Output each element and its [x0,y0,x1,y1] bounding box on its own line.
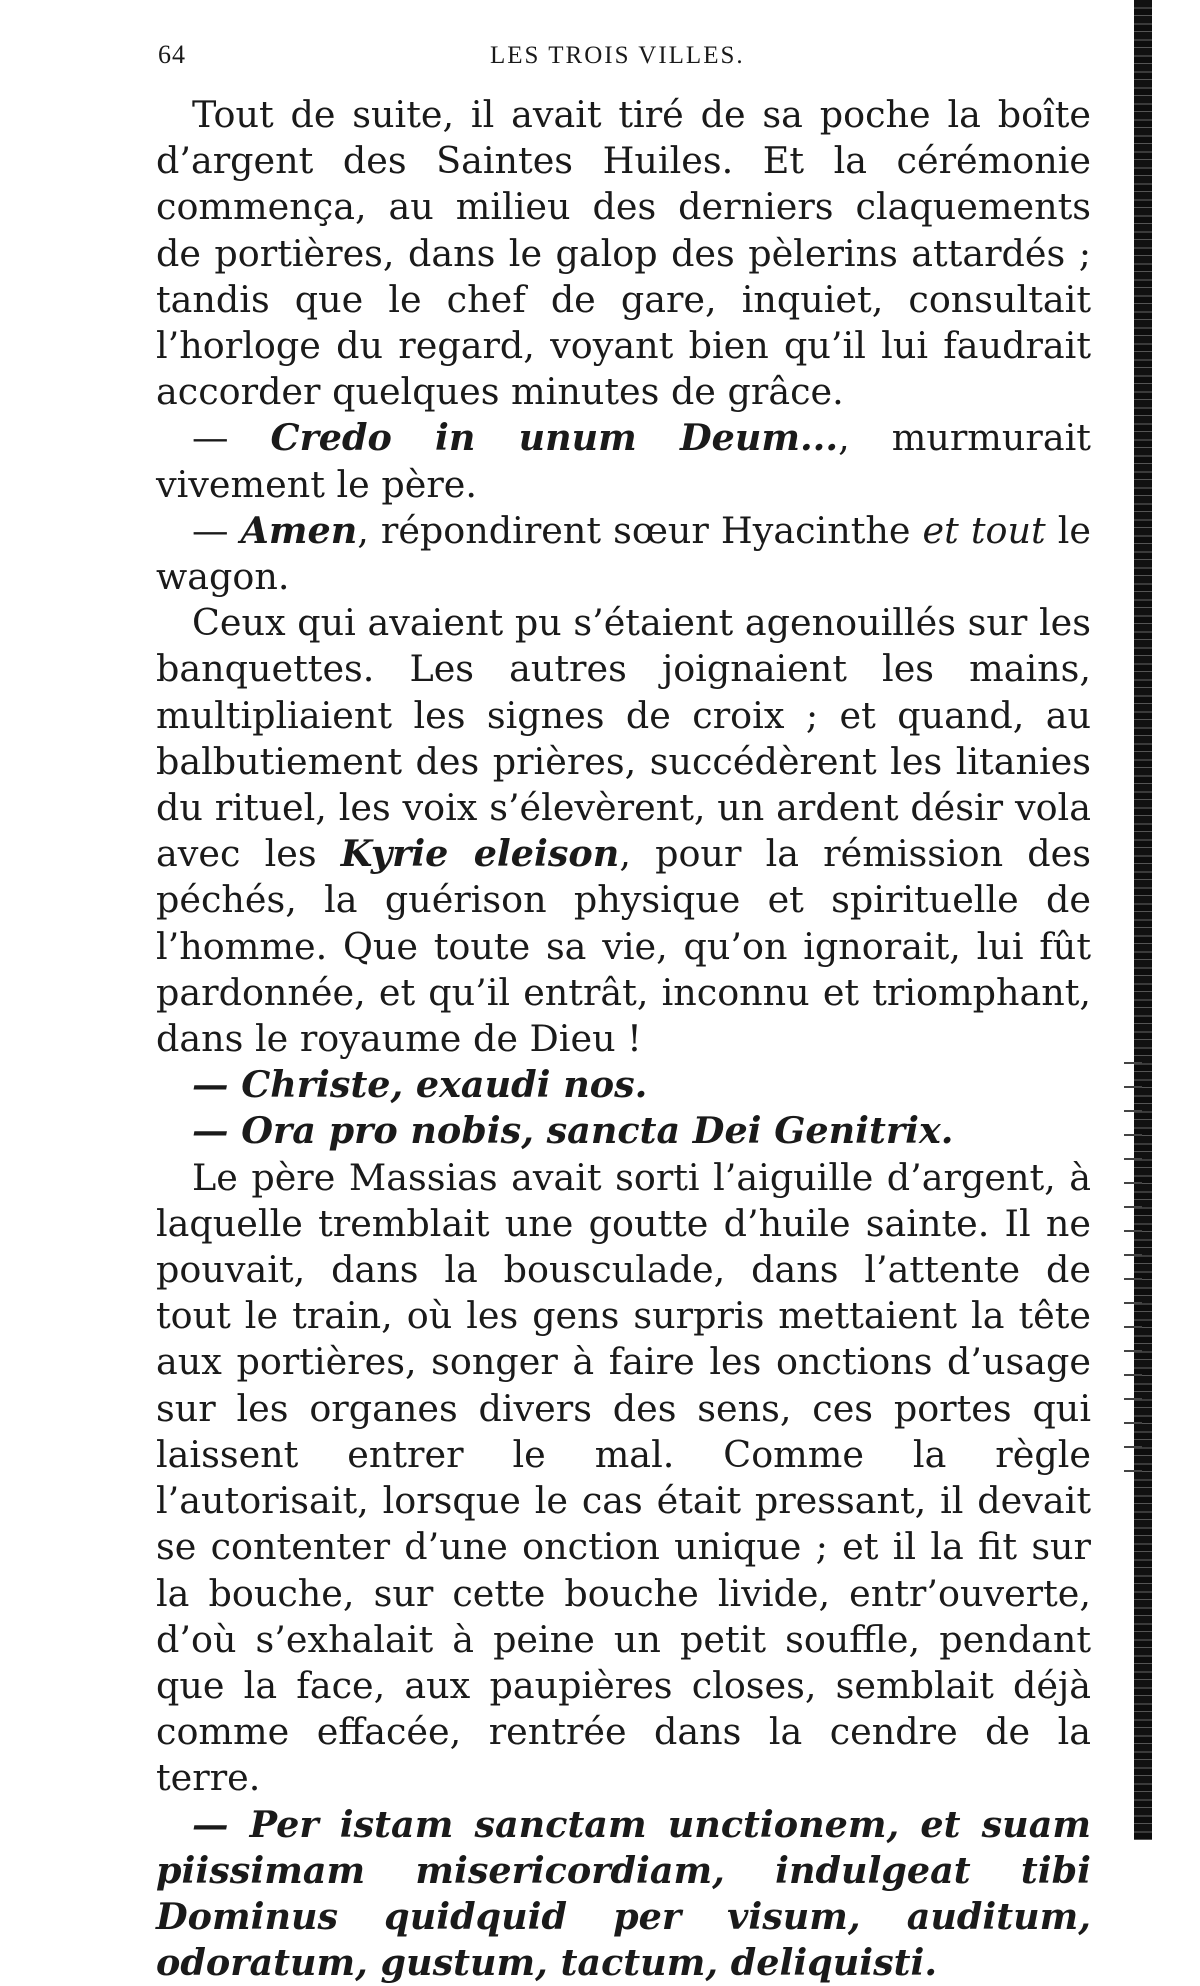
latin-phrase: Kyrie eleison [340,832,620,876]
paragraph-4-after: , pour la rémission des péchés, la guérison physique et spirituelle de l’homme. Que toute sa vie, qu’on ignorait, lui fût pardonnée, et qu’il entrât, inconnu et triomphant, dans le royaume de Dieu ! [156,832,1092,1061]
latin-phrase: Credo in unum Deum... [270,416,839,460]
paragraph-8-latin: — Per istam sanctam unctionem, et suam piissimam misericordiam, indulgeat tibi Dominus quidquid per visum, auditum, odoratum, gustum, tactum, deliquisti. [156,1802,1091,1985]
italic-phrase: et tout [922,508,1046,552]
paragraph-5-latin: — Christe, exaudi nos. [192,1063,648,1107]
paragraph-4 [156,600,1091,1062]
latin-phrase: Amen [240,508,358,552]
paragraph-2 [156,415,1091,507]
body-text [156,92,1091,1986]
running-title: LES TROIS VILLES. [490,42,745,69]
paragraph-3-rest: le wagon. [156,508,1091,599]
page-number: 64 [158,40,186,69]
paragraph-4-before: Ceux qui avaient pu s’étaient agenouillés sur les banquettes. Les autres joignaient les mains, multipliaient les signes de croix ; et quand, au balbutiement des prières, succédèrent les litanies du rituel, les voix s’élevèrent, un ardent désir vola avec les [156,601,1091,876]
paragraph-3 [156,508,1091,600]
dash: — [192,508,241,552]
page-header [158,40,1098,80]
dash: — [192,416,271,460]
paragraph-3-middle: , répondirent sœur Hyacinthe [357,508,923,552]
scan-edge-ticks [1124,1040,1142,1480]
paragraph-7: Le père Massias avait sorti l’aiguille d’argent, à laquelle tremblait une goutte d’huile sainte. Il ne pouvait, dans la bousculade, dans l’attente de tout le train, où les gens surpris mettaient la tête aux portières, songer à faire les onctions d’usage sur les organes divers des sens, ces portes qui laissent entrer le mal. Comme la règle l’autorisait, lorsque le cas était pressant, il devait se contenter d’une onction unique ; et il la fit sur la bouche, sur cette bouche livide, entr’ouverte, d’où s’exhalait à peine un petit souffle, pendant que la face, aux paupières closes, semblait déjà comme effacée, rentrée dans la cendre de la terre. [156,1155,1091,1800]
paragraph-1: Tout de suite, il avait tiré de sa poche la boîte d’argent des Saintes Huiles. Et la cérémonie commença, au milieu des derniers claquements de portières, dans le galop des pèlerins attardés ; tandis que le chef de gare, inquiet, consultait l’horloge du regard, voyant bien qu’il lui faudrait accorder quelques minutes de grâce. [156,93,1091,414]
paragraph-6-latin: — Ora pro nobis, sancta Dei Genitrix. [192,1109,954,1153]
scan-edge-bar [1134,0,1152,1840]
paragraph-2-rest: , murmurait vivement le père. [156,416,1091,506]
